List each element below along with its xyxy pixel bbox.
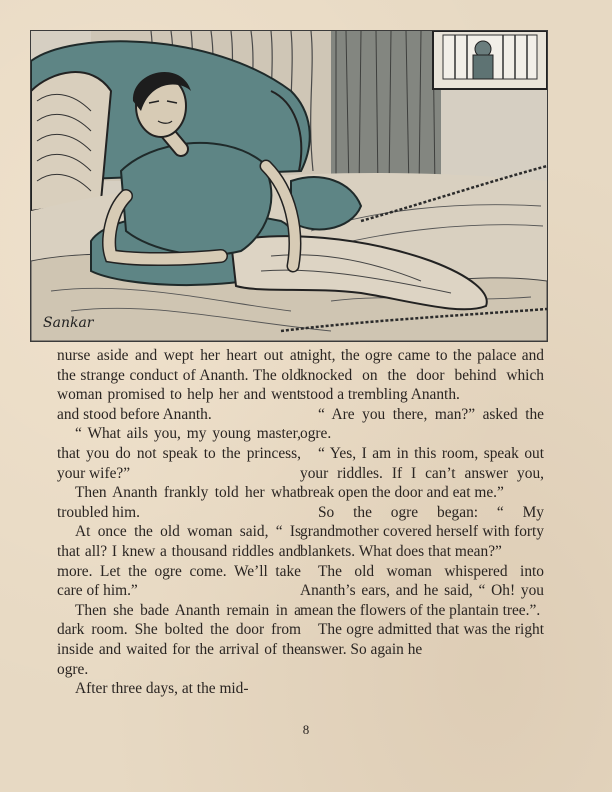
right-text-column: [300, 346, 544, 660]
paragraph: The old woman whispered into Ananth’s ears, and he said, “ Oh! you mean the flowers of the plantain tree.”.: [300, 562, 544, 619]
story-illustration: [30, 30, 548, 342]
page-number: 8: [302, 722, 310, 737]
paragraph: After three days, at the mid-: [75, 680, 249, 698]
paragraph: Then she bade Ananth remain in a dark room. She bolted the door from inside and waited for the arrival of the ogre.: [57, 601, 301, 678]
paragraph: So the ogre began: “ My grandmother covered herself with forty blankets. What does that mean?”: [300, 503, 544, 560]
paragraph: At once the old woman said, “ Is that all? I knew a thousand riddles and more. Let the ogre come. We’ll take care of him.”: [57, 523, 301, 600]
paragraph: nurse aside and wept her heart out at the strange conduct of Ananth. The old woman promised to help her and went and stood before Ananth.: [57, 347, 301, 423]
paragraph: The ogre admitted that was the right answer. So again he: [300, 621, 544, 658]
artist-signature: Sankar: [43, 315, 94, 331]
window-with-figure: [433, 31, 547, 89]
paragraph: “ Are you there, man?” asked the ogre.: [300, 405, 544, 443]
paragraph: “ Yes, I am in this room, speak out your riddles. If I can’t answer you, break open the door and eat me.”: [300, 444, 544, 502]
paragraph: Then Ananth frankly told her what troubled him.: [57, 484, 301, 521]
paragraph: “ What ails you, my young master, that you do not speak to the princess, your wife?”: [57, 425, 301, 482]
left-text-column: [57, 346, 301, 699]
paragraph: night, the ogre came to the palace and knocked on the door behind which stood a trembling Ananth.: [300, 347, 544, 404]
